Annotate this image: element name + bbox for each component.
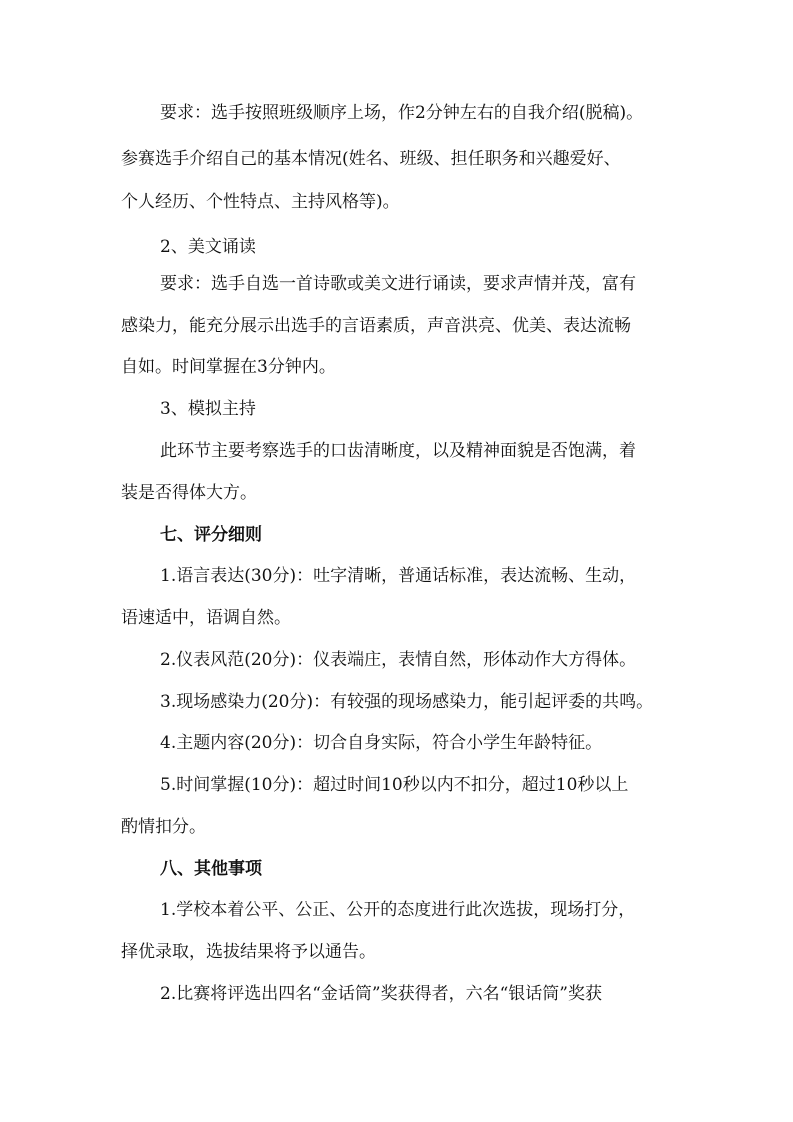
paragraph-line: 要求：选手按照班级顺序上场，作2分钟左右的自我介绍(脱稿)。	[160, 103, 644, 123]
paragraph-line: 4.主题内容(20分)：切合自身实际，符合小学生年龄特征。	[160, 733, 603, 753]
section-heading: 3、模拟主持	[160, 399, 256, 419]
chapter-heading: 七、评分细则	[160, 525, 262, 545]
chapter-heading: 八、其他事项	[160, 859, 262, 879]
paragraph-line: 1.学校本着公平、公正、公开的态度进行此次选拔，现场打分，	[160, 900, 636, 920]
paragraph-line: 要求：选手自选一首诗歌或美文进行诵读，要求声情并茂，富有	[160, 274, 636, 294]
paragraph-line: 感染力，能充分展示出选手的言语素质，声音洪亮、优美、表达流畅	[121, 316, 631, 336]
paragraph-line: 择优录取，选拔结果将予以通告。	[121, 942, 376, 962]
paragraph-line: 参赛选手介绍自己的基本情况(姓名、班级、担任职务和兴趣爱好、	[121, 149, 621, 169]
paragraph-line: 2.仪表风范(20分)：仪表端庄，表情自然，形体动作大方得体。	[160, 650, 637, 670]
paragraph-line: 2.比赛将评选出四名“金话筒”奖获得者，六名“银话筒”奖获	[160, 984, 602, 1004]
paragraph-line: 此环节主要考察选手的口齿清晰度，以及精神面貌是否饱满，着	[160, 441, 636, 461]
section-heading: 2、美文诵读	[160, 237, 256, 257]
paragraph-line: 装是否得体大方。	[121, 483, 257, 503]
paragraph-line: 语速适中，语调自然。	[121, 608, 291, 628]
paragraph-line: 5.时间掌握(10分)：超过时间10秒以内不扣分，超过10秒以上	[160, 775, 629, 795]
paragraph-line: 个人经历、个性特点、主持风格等)。	[121, 192, 400, 212]
paragraph-line: 自如。时间掌握在3分钟内。	[121, 357, 336, 377]
paragraph-line: 酌情扣分。	[121, 817, 206, 837]
paragraph-line: 3.现场感染力(20分)：有较强的现场感染力，能引起评委的共鸣。	[160, 692, 654, 712]
paragraph-line: 1.语言表达(30分)：吐字清晰，普通话标准，表达流畅、生动，	[160, 566, 637, 586]
